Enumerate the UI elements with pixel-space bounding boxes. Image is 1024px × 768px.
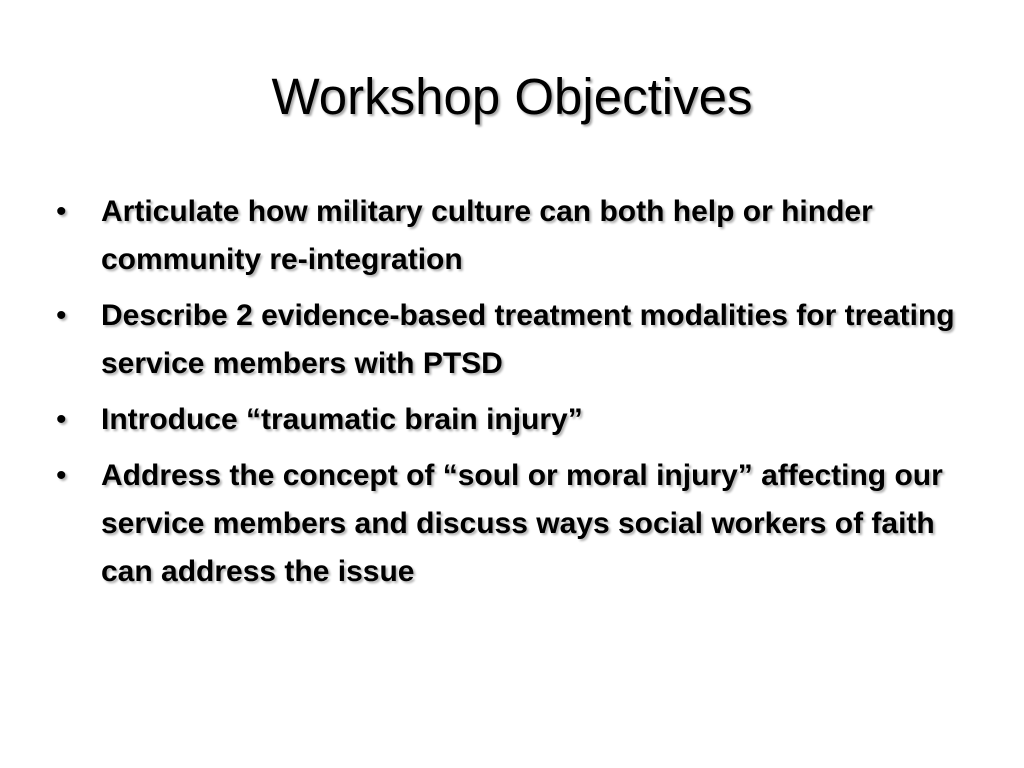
list-item [56, 396, 976, 444]
bullet-icon: • [56, 459, 67, 492]
bullet-icon: • [56, 195, 67, 228]
list-item [56, 452, 976, 596]
list-item-text: Address the concept of “soul or moral injury” affecting our service members and discuss ways social workers of faith can address the issue [101, 459, 943, 588]
slide-title: Workshop Objectives [271, 68, 753, 125]
list-item-text: Articulate how military culture can both help or hinder community re-integration [101, 195, 873, 276]
list-item-text: Describe 2 evidence-based treatment modalities for treating service members with PTSD [101, 299, 955, 380]
bullet-icon: • [56, 299, 67, 332]
list-item [56, 292, 976, 388]
objectives-list [56, 188, 976, 604]
list-item [56, 188, 976, 284]
list-item-text: Introduce “traumatic brain injury” [101, 403, 583, 436]
bullet-icon: • [56, 403, 67, 436]
